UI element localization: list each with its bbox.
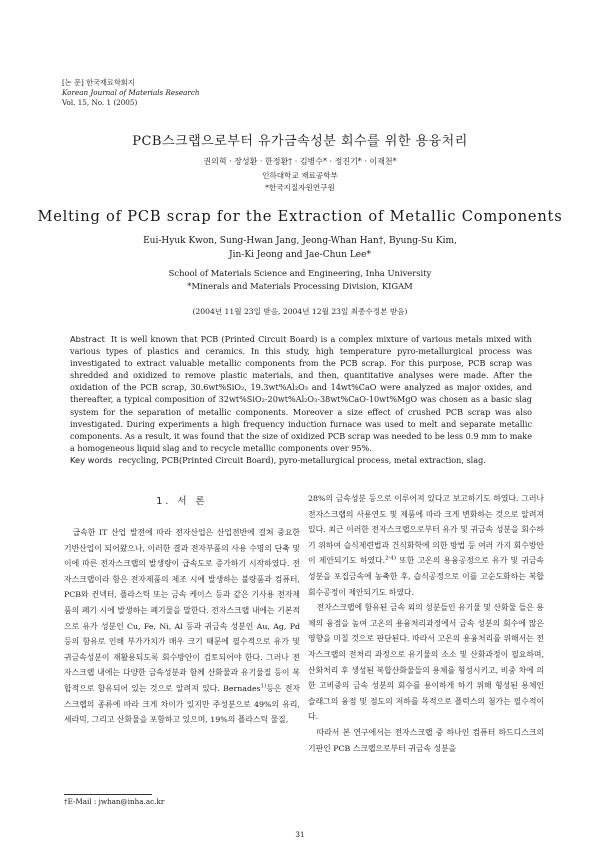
authors-korean: 권의혁 · 장성환 · 한정환† · 김병수* · 정진기* · 이재천* — [203, 157, 397, 166]
abstract — [70, 333, 532, 454]
journal-line-en: Korean Journal of Materials Research — [62, 88, 200, 98]
footnote-email: †E-Mail : jwhan@inha.ac.kr — [64, 797, 165, 806]
affiliation-en-2: *Minerals and Materials Processing Division, KIGAM — [187, 280, 413, 291]
affiliation-ko-1: 인하대학교 재료공학부 — [262, 171, 338, 180]
keywords — [70, 455, 540, 465]
abstract-text: It is well known that PCB (Printed Circuit Board) is a complex mixture of various metals mixed with various types of plastics and ceramics. In this study, high temperature pyro-metallurgical process was investigated to extract valuable metallic components from the PCB scrap. For this purpose, PCB scrap was shredded and oxidized to remove plastic materials, and then, quantitative analyses were made. After the oxidation of the PCB scrap, 30.6wt%SiO₂, 19.3wt%Al₂O₃ and 14wt%CaO were analyzed as major oxides, and thereafter, a typical composition of 32wt%SiO₂-20wt%Al₂O₃-38wt%CaO-10wt%MgO was chosen as a basic slag system for the separation of metallic components. Moreover a size effect of crushed PCB scrap was also investigated. During experiments a high frequency induction furnace was used to melt and separate metallic components. As a result, it was found that the size of oxidized PCB scrap was needed to be less 0.9 mm to make a homogeneous liquid slag and to recycle metallic components over 95%. — [70, 334, 532, 453]
section-heading-introduction: 1. 서 론 — [156, 496, 208, 507]
body-text: 28%의 금속성분 등으로 이루어져 있다고 보고하기도 하였다. 그러나 전자스크랩의 사용연도 및 제품에 따라 크게 변화하는 것으로 알려져 있다. 최근 이러한 전자스크랩으로부터 유가 및 귀금속 성분을 회수하기 위하여 습식제련법과 건식화학에 의한 방법 등 여러 가지 회수방안이 제안되기도 하였다. — [308, 494, 544, 566]
authors-english — [0, 235, 600, 262]
journal-header — [62, 78, 200, 109]
body-column-right — [308, 491, 544, 756]
body-text: 급속한 IT 산업 발전에 따라 전자산업은 산업전반에 걸쳐 중요한 기반산업이 되어왔으나, 이러한 결과 전자부품의 사용 수명의 단축 및 이에 따른 전자스크랩의 발생량이 급속도로 증가하기 시작하였다. 전자스크랩이라 함은 전자제품의 제조 시에 발생하는 불량품과 컴퓨터, PCB와 컨넥터, 플라스틱 또는 금속 케이스 등과 같은 기사용 전자제품의 폐기 시에 발생하는 폐기물을 말한다. 전자스크랩 내에는 기본적으로 유가 성분인 Cu, Fe, Ni, Al 등과 귀금속 성분인 Au, Ag, Pd 등의 함유로 인해 부가가치가 매우 크기 때문에 필수적으로 유가 및 귀금속성분이 재활용되도록 회수방안이 검토되어야 한다. 그러나 전자스크랩 내에는 다양한 금속성분과 함께 산화물과 유기물질 등이 복합적으로 함유되어 있는 것으로 알려져 있다. Bernades — [64, 528, 300, 693]
body-paragraph — [64, 525, 300, 728]
title-english: Melting of PCB scrap for the Extraction of Metallic Components — [37, 208, 563, 225]
affiliation-en-1: School of Materials Science and Engineering, Inha University — [168, 268, 432, 278]
body-text: 등은 전자스크랩의 종류에 따라 크게 차이가 있지만 주성분으로 49%의 유리, 세라믹, 그리고 산화물을 포함하고 있으며, 19%의 플라스틱 물질, — [64, 683, 300, 725]
body-text: 또한 고온의 용융공정으로 유가 및 귀금속성분을 포집금속에 농축한 후, 습식공정으로 이를 고순도화하는 복합회수공정이 제안되기도 하였다. — [308, 556, 544, 597]
journal-line-ko: [논 문] 한국재료학회지 — [62, 78, 135, 87]
citation-ref: 1) — [260, 683, 267, 690]
received-dates: (2004년 11월 23일 받음, 2004년 12월 23일 최종수정본 받음) — [192, 307, 408, 316]
body-paragraph: 따라서 본 연구에서는 전자스크랩 중 하나인 컴퓨터 하드디스크의 기판인 PCB 스크랩으로부터 귀금속 성분을 — [308, 727, 544, 753]
authors-en-line-1: Eui-Hyuk Kwon, Sung-Hwan Jang, Jeong-Whan Han†, Byung-Su Kim, — [143, 236, 457, 246]
abstract-label: Abstract — [70, 334, 105, 344]
affiliations-korean — [0, 170, 600, 194]
title-korean: PCB스크랩으로부터 유가금속성분 회수를 위한 용융처리 — [132, 134, 468, 149]
affiliation-ko-2: *한국지질자원연구원 — [265, 183, 335, 192]
authors-en-line-2: Jin-Ki Jeong and Jae-Chun Lee* — [229, 249, 371, 260]
journal-volume: Vol. 15, No. 1 (2005) — [62, 98, 138, 108]
keywords-label: Key words — [70, 455, 113, 465]
footnote-divider — [64, 794, 152, 795]
body-paragraph — [308, 491, 544, 600]
page-number: 31 — [295, 830, 305, 839]
body-paragraph: 전자스크랩에 함유된 금속 외의 성분들인 유기물 및 산화물 들은 용체의 융점을 높여 고온의 용융처리과정에서 금속 성분의 회수에 많은 영향을 미칠 것으로 판단된다. 따라서 고온의 용융처리를 위해서는 전자스크랩의 전처리 과정으로 유기물의 소소 및 산화과정이 필요하며, 산화처리 후 생성된 복합산화물들의 용체를 형성시키고, 비중 차에 의한 고비중의 금속 성분의 회수를 용이하게 하기 위해 형성된 용체인 슬래그의 융점 및 점도의 저하를 목적으로 플럭스의 첨가는 필수적이다. — [308, 603, 544, 722]
affiliations-english — [0, 267, 600, 292]
citation-ref: 2-4) — [385, 555, 397, 562]
body-column-left — [64, 489, 300, 728]
keywords-text: recycling, PCB(Printed Circuit Board), pyro-metallurgical process, metal extraction, slag. — [118, 455, 486, 465]
